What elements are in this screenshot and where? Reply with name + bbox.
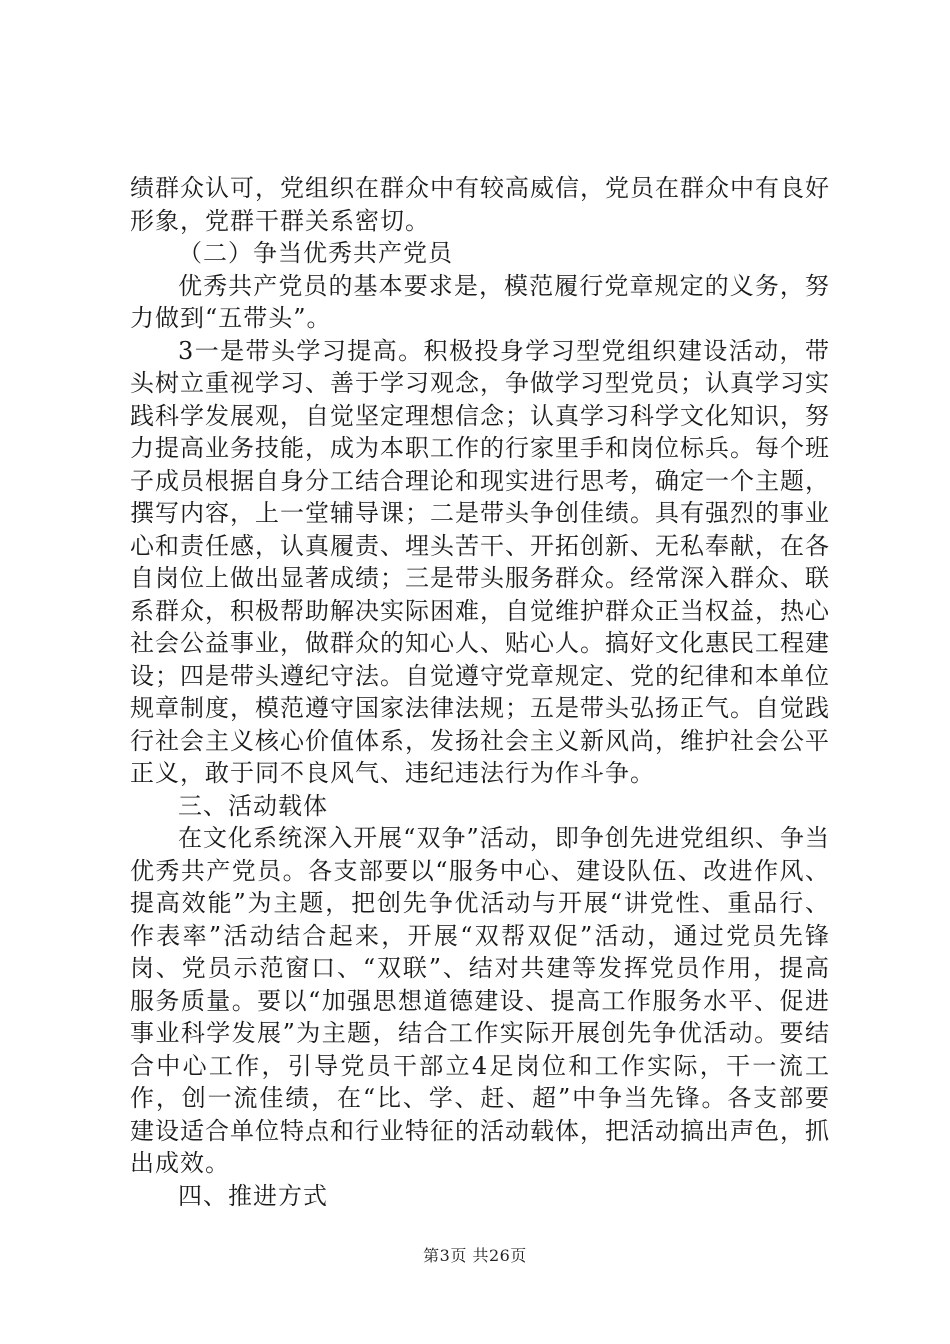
section-heading-outstanding-member: （二）争当优秀共产党员 (178, 239, 453, 267)
paragraph-basic-requirements: 优秀共产党员的基本要求是，模范履行党章规定的义务，努力做到“五带头”。 (130, 271, 830, 332)
page-footer: 第3页 共26页 (423, 1246, 527, 1265)
paragraph-five-leads: 3一是带头学习提高。积极投身学习型党组织建设活动，带头树立重视学习、善于学习观念，争做学习型党员；认真学习实践科学发展观，自觉坚定理想信念；认真学习科学文化知识，努力提高业务技能，成为本职工作的行家里手和岗位标兵。每个班子成员根据自身分工结合理论和现实进行思考，确定一个主题，撰写内容，上一堂辅导课；二是带头争创佳绩。具有强烈的事业心和责任感，认真履责、埋头苦干、开拓创新、无私奉献，在各自岗位上做出显著成绩；三是带头服务群众。经常深入群众、联系群众，积极帮助解决实际困难，自觉维护群众正当权益，热心社会公益事业，做群众的知心人、贴心人。搞好文化惠民工程建设；四是带头遵纪守法。自觉遵守党章规定、党的纪律和本单位规章制度，模范遵守国家法律法规；五是带头弘扬正气。自觉践行社会主义核心价值体系，发扬社会主义新风尚，维护社会公平正义，敢于同不良风气、违纪违法行为作斗争。 (130, 336, 830, 787)
section-heading-promotion-method: 四、推进方式 (178, 1181, 328, 1210)
paragraph-continuation: 绩群众认可，党组织在群众中有较高威信，党员在群众中有良好形象，党群干群关系密切。 (130, 174, 830, 235)
section-heading-activity-carrier: 三、活动载体 (178, 791, 328, 820)
paragraph-activity-carrier: 在文化系统深入开展“双争”活动，即争创先进党组织、争当优秀共产党员。各支部要以“服务中心、建设队伍、改进作风、提高效能”为主题，把创先争优活动与开展“讲党性、重品行、作表率”活动结合起来，开展“双帮双促”活动，通过党员先锋岗、党员示范窗口、“双联”、结对共建等发挥党员作用，提高服务质量。要以“加强思想道德建设、提高工作服务水平、促进事业科学发展”为主题，结合工作实际开展创先争优活动。要结合中心工作，引导党员干部立4足岗位和工作实际，干一流工作，创一流佳绩，在“比、学、赶、超”中争当先锋。各支部要建设适合单位特点和行业特征的活动载体，把活动搞出声色，抓出成效。 (130, 824, 830, 1177)
document-body (130, 172, 830, 1212)
